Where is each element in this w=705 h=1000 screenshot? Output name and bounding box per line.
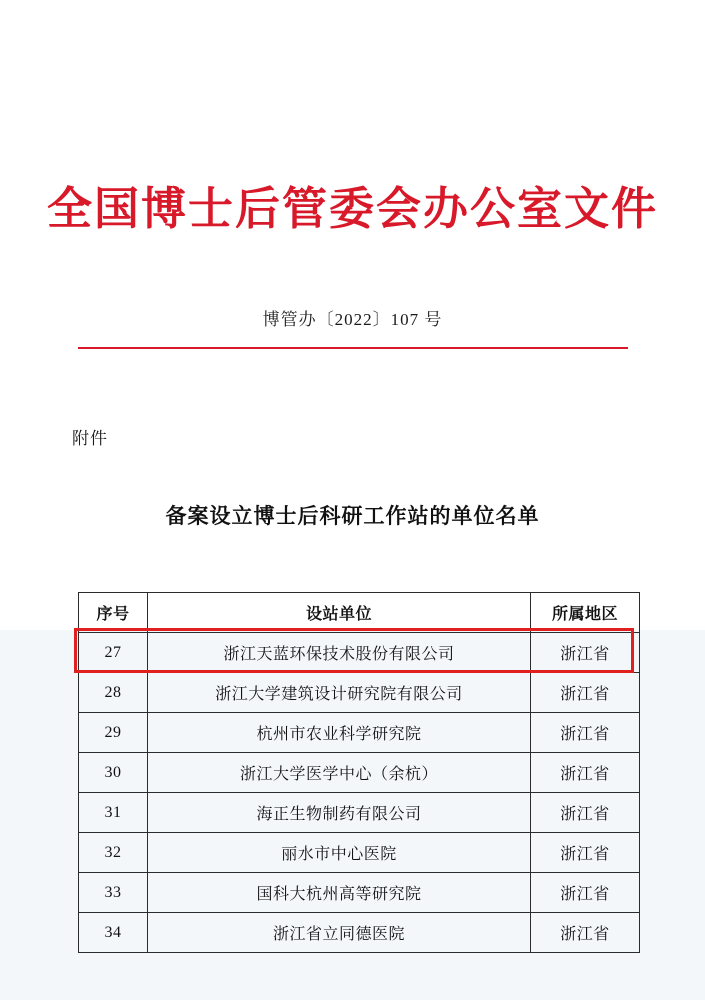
cell-region: 浙江省 xyxy=(531,753,640,793)
table-row xyxy=(79,833,640,873)
cell-unit: 国科大杭州高等研究院 xyxy=(148,873,531,913)
cell-region: 浙江省 xyxy=(531,673,640,713)
document-number: 博管办〔2022〕107 号 xyxy=(262,310,443,329)
table-header xyxy=(79,593,640,633)
cell-unit: 浙江天蓝环保技术股份有限公司 xyxy=(148,633,531,673)
table-header-row xyxy=(79,593,640,633)
table-row xyxy=(79,913,640,953)
table-row xyxy=(79,633,640,673)
cell-unit: 浙江省立同德医院 xyxy=(148,913,531,953)
cell-no: 34 xyxy=(79,913,148,953)
cell-no: 31 xyxy=(79,793,148,833)
table-row xyxy=(79,753,640,793)
cell-unit: 海正生物制药有限公司 xyxy=(148,793,531,833)
table-body xyxy=(79,633,640,953)
unit-list-table xyxy=(78,592,640,953)
column-header-no: 序号 xyxy=(79,593,148,633)
attachment-label: 附件 xyxy=(72,429,108,448)
cell-region: 浙江省 xyxy=(531,713,640,753)
table-row xyxy=(79,673,640,713)
cell-region: 浙江省 xyxy=(531,633,640,673)
cell-unit: 浙江大学建筑设计研究院有限公司 xyxy=(148,673,531,713)
cell-region: 浙江省 xyxy=(531,793,640,833)
cell-unit: 丽水市中心医院 xyxy=(148,833,531,873)
cell-no: 29 xyxy=(79,713,148,753)
red-divider-rule xyxy=(78,347,628,349)
cell-unit: 浙江大学医学中心（余杭） xyxy=(148,753,531,793)
table-row xyxy=(79,793,640,833)
cell-region: 浙江省 xyxy=(531,913,640,953)
table-row xyxy=(79,873,640,913)
cell-no: 33 xyxy=(79,873,148,913)
cell-no: 28 xyxy=(79,673,148,713)
cell-no: 30 xyxy=(79,753,148,793)
column-header-region: 所属地区 xyxy=(531,593,640,633)
list-title: 备案设立博士后科研工作站的单位名单 xyxy=(165,504,540,528)
table-row xyxy=(79,713,640,753)
cell-unit: 杭州市农业科学研究院 xyxy=(148,713,531,753)
page-title: 全国博士后管委会办公室文件 xyxy=(46,184,658,234)
cell-region: 浙江省 xyxy=(531,873,640,913)
cell-no: 27 xyxy=(79,633,148,673)
cell-no: 32 xyxy=(79,833,148,873)
cell-region: 浙江省 xyxy=(531,833,640,873)
column-header-unit: 设站单位 xyxy=(148,593,531,633)
